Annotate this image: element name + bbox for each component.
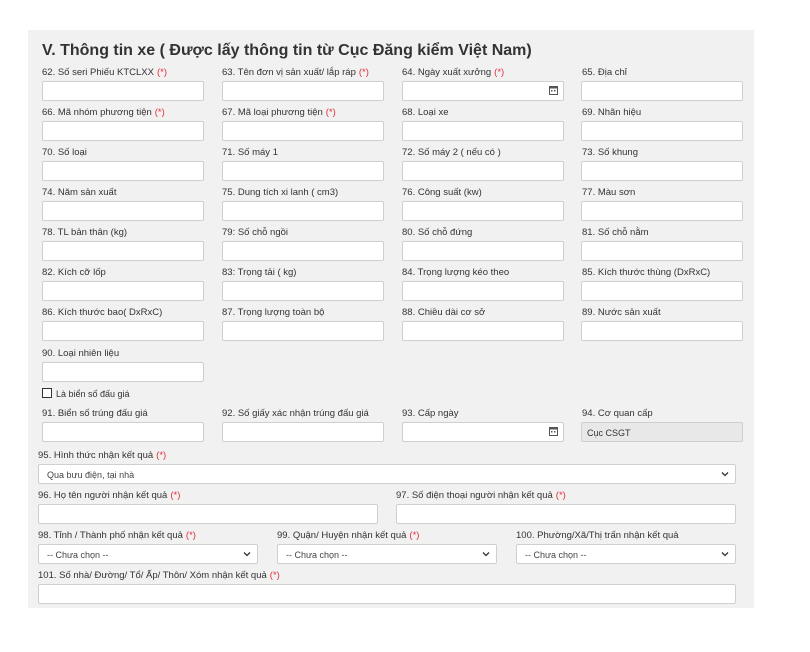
seats-input[interactable]: [222, 241, 384, 261]
address-input[interactable]: [581, 81, 743, 101]
label-overall-size: 86. Kích thước bao( DxRxC): [42, 307, 163, 318]
label-issue-date: 93. Cấp ngày: [402, 408, 459, 419]
label-payload: 83: Trọng tải ( kg): [222, 267, 297, 278]
year-input[interactable]: [42, 201, 204, 221]
calendar-icon[interactable]: [549, 426, 558, 436]
label-seats: 79: Số chỗ ngồi: [222, 227, 289, 238]
district-value: -- Chưa chọn --: [286, 550, 348, 560]
label-manufacturer: 63. Tên đơn vị sản xuất/ lắp ráp (*): [222, 67, 369, 78]
label-vehicle-type: 68. Loại xe: [402, 107, 449, 118]
label-engine-1: 71. Số máy 1: [222, 147, 278, 158]
label-displacement: 75. Dung tích xi lanh ( cm3): [222, 187, 339, 198]
label-street-address: 101. Số nhà/ Đường/ Tổ/ Ấp/ Thôn/ Xóm nhận kết quả (*): [38, 570, 280, 581]
label-result-method: 95. Hình thức nhận kết quả (*): [38, 450, 167, 461]
factory-date-input[interactable]: [402, 81, 564, 101]
engine-2-input[interactable]: [402, 161, 564, 181]
vehicle-group-input[interactable]: [42, 121, 204, 141]
section-title: V. Thông tin xe ( Được lấy thông tin từ Cục Đăng kiểm Việt Nam): [42, 42, 532, 59]
ward-value: -- Chưa chọn --: [525, 550, 587, 560]
label-chassis: 73. Số khung: [582, 147, 638, 158]
brand-input[interactable]: [581, 121, 743, 141]
label-year: 74. Năm sản xuất: [42, 187, 117, 198]
province-value: -- Chưa chọn --: [47, 550, 109, 560]
displacement-input[interactable]: [222, 201, 384, 221]
label-district: 99. Quận/ Huyện nhận kết quả (*): [277, 530, 420, 541]
label-factory-date: 64. Ngày xuất xưởng (*): [402, 67, 505, 78]
chassis-input[interactable]: [581, 161, 743, 181]
label-berths: 81. Số chỗ nằm: [582, 227, 649, 238]
label-cargo-size: 85. Kích thước thùng (DxRxC): [582, 267, 711, 278]
label-address: 65. Địa chỉ: [582, 67, 627, 78]
wheelbase-input[interactable]: [402, 321, 564, 341]
province-select[interactable]: [38, 544, 258, 564]
auction-cert-input[interactable]: [222, 422, 384, 442]
result-method-select[interactable]: [38, 464, 736, 484]
origin-country-input[interactable]: [581, 321, 743, 341]
label-color: 77. Màu sơn: [582, 187, 636, 198]
tire-size-input[interactable]: [42, 281, 204, 301]
seri-input[interactable]: [42, 81, 204, 101]
issue-date-input[interactable]: [402, 422, 564, 442]
label-power: 76. Công suất (kw): [402, 187, 482, 198]
label-tire-size: 82. Kích cỡ lốp: [42, 267, 106, 278]
label-gross-weight: 87. Trọng lượng toàn bộ: [222, 307, 325, 318]
label-engine-2: 72. Số máy 2 ( nếu có ): [402, 147, 501, 158]
auction-plate-input[interactable]: [42, 422, 204, 442]
model-input[interactable]: [42, 161, 204, 181]
towing-weight-input[interactable]: [402, 281, 564, 301]
label-fuel-type: 90. Loại nhiên liệu: [42, 348, 120, 359]
label-auction-plate: 91. Biển số trúng đấu giá: [42, 408, 148, 419]
engine-1-input[interactable]: [222, 161, 384, 181]
label-recipient-phone: 97. Số điện thoại người nhận kết quả (*): [396, 490, 566, 501]
vehicle-type-code-input[interactable]: [222, 121, 384, 141]
chevron-down-icon: [720, 549, 730, 559]
label-issuing-agency: 94. Cơ quan cấp: [582, 408, 653, 419]
label-model: 70. Số loại: [42, 147, 87, 158]
label-ward: 100. Phường/Xã/Thị trấn nhận kết quả: [516, 530, 679, 541]
fuel-type-input[interactable]: [42, 362, 204, 382]
berths-input[interactable]: [581, 241, 743, 261]
label-auction-cert: 92. Số giấy xác nhận trúng đấu giá: [222, 408, 369, 419]
color-input[interactable]: [581, 201, 743, 221]
auction-plate-label: Là biển số đấu giá: [56, 389, 130, 399]
label-vehicle-type-code: 67. Mã loại phương tiện (*): [222, 107, 336, 118]
label-towing-weight: 84. Trọng lượng kéo theo: [402, 267, 510, 278]
overall-size-input[interactable]: [42, 321, 204, 341]
gross-weight-input[interactable]: [222, 321, 384, 341]
vehicle-type-input[interactable]: [402, 121, 564, 141]
label-curb-weight: 78. TL bản thân (kg): [42, 227, 128, 238]
payload-input[interactable]: [222, 281, 384, 301]
label-province: 98. Tỉnh / Thành phố nhận kết quả (*): [38, 530, 196, 541]
auction-plate-checkbox[interactable]: [42, 388, 52, 398]
label-vehicle-group: 66. Mã nhóm phương tiện (*): [42, 107, 165, 118]
chevron-down-icon: [481, 549, 491, 559]
label-recipient-name: 96. Họ tên người nhận kết quả (*): [38, 490, 181, 501]
recipient-phone-input[interactable]: [396, 504, 736, 524]
chevron-down-icon: [720, 469, 730, 479]
standing-input[interactable]: [402, 241, 564, 261]
issuing-agency-input: Cục CSGT: [581, 422, 743, 442]
power-input[interactable]: [402, 201, 564, 221]
label-origin-country: 89. Nước sản xuất: [582, 307, 661, 318]
label-seri: 62. Số seri Phiếu KTCLXX (*): [42, 67, 167, 78]
recipient-name-input[interactable]: [38, 504, 378, 524]
label-brand: 69. Nhãn hiệu: [582, 107, 642, 118]
result-method-value: Qua bưu điện, tại nhà: [47, 470, 135, 480]
curb-weight-input[interactable]: [42, 241, 204, 261]
manufacturer-input[interactable]: [222, 81, 384, 101]
ward-select[interactable]: [516, 544, 736, 564]
label-standing: 80. Số chỗ đứng: [402, 227, 473, 238]
label-wheelbase: 88. Chiều dài cơ sở: [402, 307, 486, 318]
street-address-input[interactable]: [38, 584, 736, 604]
district-select[interactable]: [277, 544, 497, 564]
calendar-icon[interactable]: [549, 85, 558, 95]
chevron-down-icon: [242, 549, 252, 559]
cargo-size-input[interactable]: [581, 281, 743, 301]
